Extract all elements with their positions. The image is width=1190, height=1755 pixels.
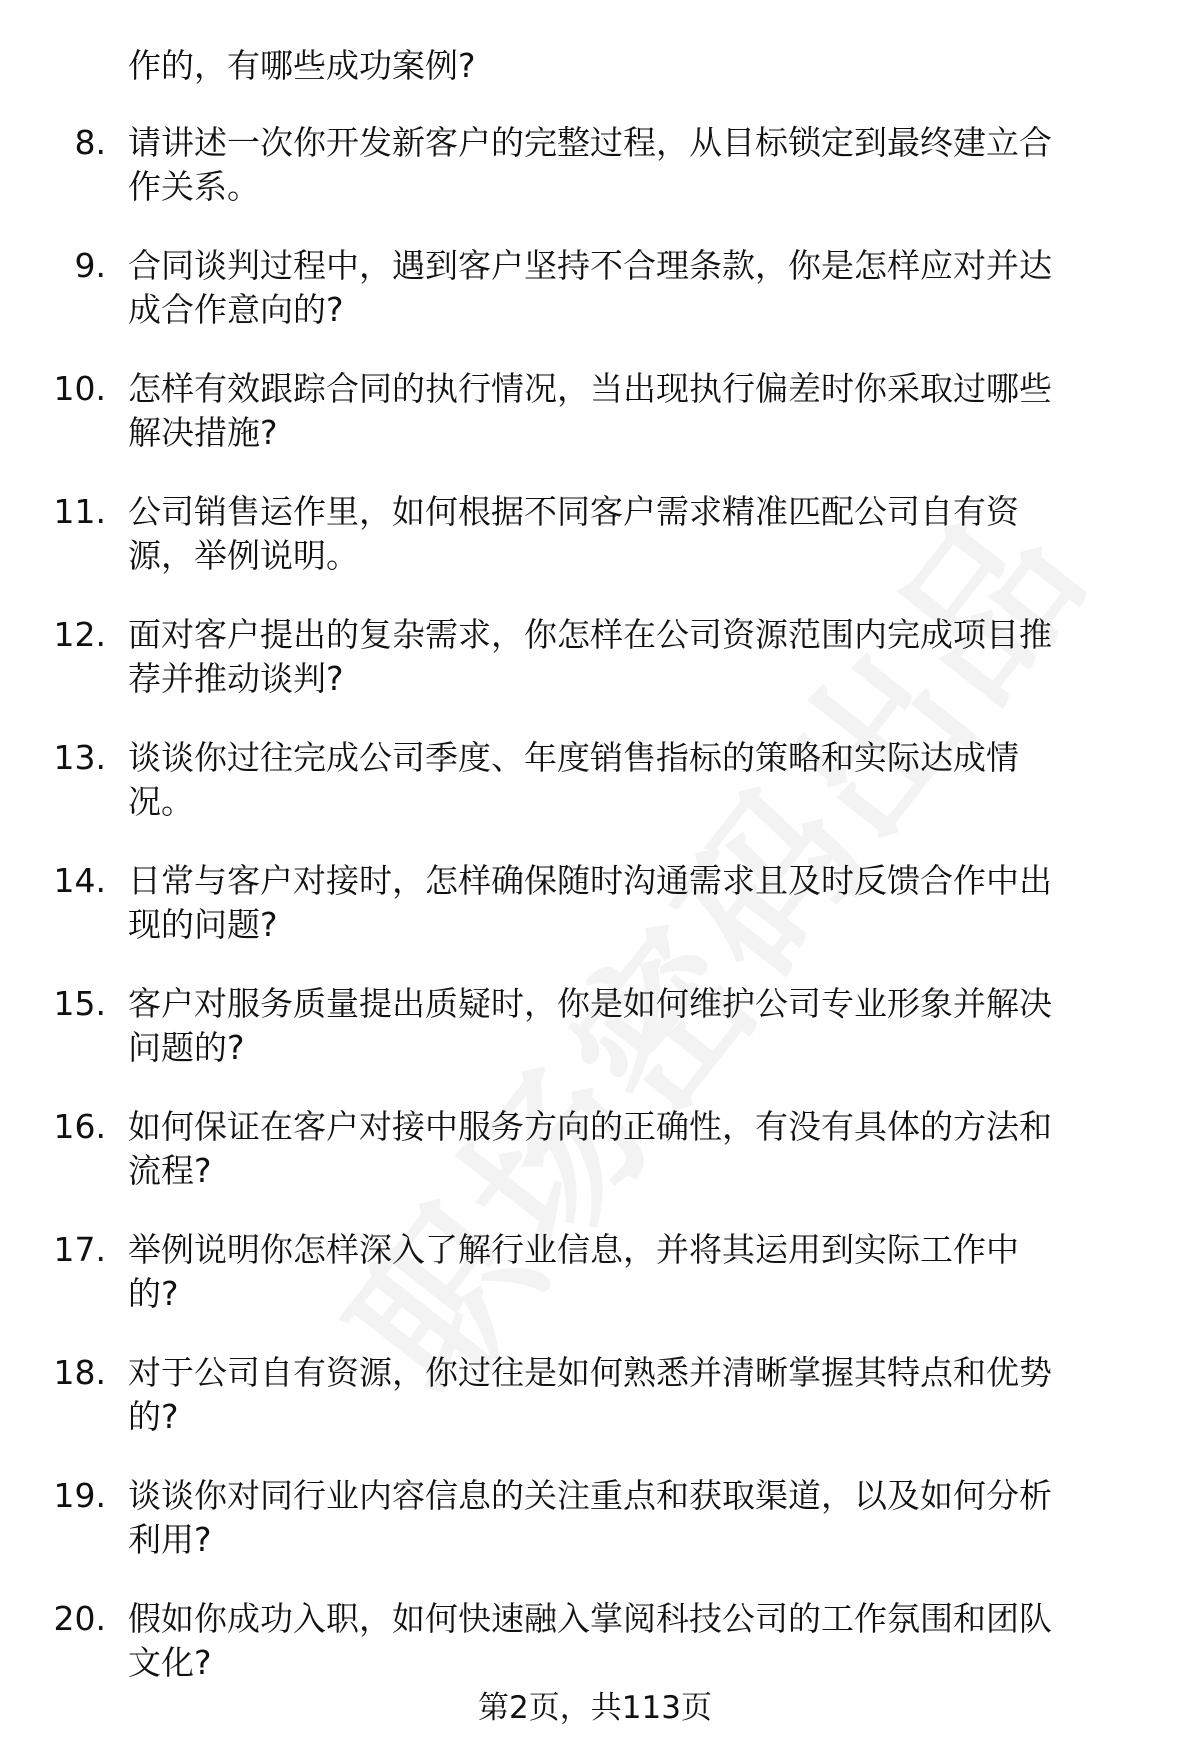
question-number: 17. (53, 1230, 106, 1269)
question-text (128, 1228, 1148, 1316)
question-text-line: 利用? (128, 1520, 212, 1559)
question-number: 15. (53, 984, 106, 1023)
question-text-line: 解决措施? (128, 413, 278, 452)
question-text (128, 490, 1148, 578)
question-text (128, 1351, 1148, 1439)
question-number: 13. (53, 738, 106, 777)
question-text-line: 问题的? (128, 1028, 245, 1067)
question-text (128, 121, 1148, 209)
question-text-line: 面对客户提出的复杂需求，你怎样在公司资源范围内完成项目推 (128, 615, 1052, 654)
question-text-line: 日常与客户对接时，怎样确保随时沟通需求且及时反馈合作中出 (128, 861, 1052, 900)
question-item (0, 859, 1190, 982)
question-text (128, 613, 1148, 701)
question-text-line: 合同谈判过程中，遇到客户坚持不合理条款，你是怎样应对并达 (128, 246, 1052, 285)
question-item (0, 1351, 1190, 1474)
question-number: 18. (53, 1353, 106, 1392)
question-text (128, 244, 1148, 332)
question-text (128, 736, 1148, 824)
question-number: 16. (53, 1107, 106, 1146)
question-text-line: 况。 (128, 782, 194, 821)
question-text (128, 859, 1148, 947)
question-text-line: 源，举例说明。 (128, 536, 359, 575)
question-text-line: 如何保证在客户对接中服务方向的正确性，有没有具体的方法和 (128, 1107, 1052, 1146)
question-text-line: 现的问题? (128, 905, 278, 944)
question-text-line: 假如你成功入职，如何快速融入掌阅科技公司的工作氛围和团队 (128, 1599, 1052, 1638)
question-number: 14. (53, 861, 106, 900)
continued-question-text: 作的，有哪些成功案例? (128, 46, 476, 85)
question-text (128, 367, 1148, 455)
question-item (0, 982, 1190, 1105)
question-item (0, 613, 1190, 736)
question-item (0, 490, 1190, 613)
question-text (128, 1474, 1148, 1562)
question-text-line: 流程? (128, 1151, 212, 1190)
question-text-line: 谈谈你过往完成公司季度、年度销售指标的策略和实际达成情 (128, 738, 1019, 777)
question-text-line: 谈谈你对同行业内容信息的关注重点和获取渠道，以及如何分析 (128, 1476, 1052, 1515)
question-text-line: 文化? (128, 1643, 212, 1682)
question-number: 11. (53, 492, 106, 531)
question-text-line: 的? (128, 1274, 179, 1313)
question-item (0, 1228, 1190, 1351)
question-list (0, 121, 1190, 1720)
question-text-line: 怎样有效跟踪合同的执行情况，当出现执行偏差时你采取过哪些 (128, 369, 1052, 408)
question-text-line: 的? (128, 1397, 179, 1436)
question-number: 10. (53, 369, 106, 408)
question-number: 12. (53, 615, 106, 654)
question-text (128, 982, 1148, 1070)
question-item (0, 244, 1190, 367)
question-number: 8. (74, 123, 106, 162)
question-item (0, 1474, 1190, 1597)
question-text-line: 成合作意向的? (128, 290, 344, 329)
question-item (0, 367, 1190, 490)
question-text (128, 1105, 1148, 1193)
question-number: 20. (53, 1599, 106, 1638)
question-item (0, 121, 1190, 244)
question-item (0, 1105, 1190, 1228)
question-text-line: 请讲述一次你开发新客户的完整过程，从目标锁定到最终建立合 (128, 123, 1052, 162)
question-text-line: 公司销售运作里，如何根据不同客户需求精准匹配公司自有资 (128, 492, 1019, 531)
question-text-line: 荐并推动谈判? (128, 659, 344, 698)
question-text-line: 作关系。 (128, 167, 260, 206)
question-number: 19. (53, 1476, 106, 1515)
question-text-line: 对于公司自有资源，你过往是如何熟悉并清晰掌握其特点和优势 (128, 1353, 1052, 1392)
question-text-line: 客户对服务质量提出质疑时，你是如何维护公司专业形象并解决 (128, 984, 1052, 1023)
question-text (128, 1597, 1148, 1685)
question-item (0, 736, 1190, 859)
page-footer: 第2页，共113页 (478, 1690, 712, 1726)
question-text-line: 举例说明你怎样深入了解行业信息，并将其运用到实际工作中 (128, 1230, 1019, 1269)
question-number: 9. (74, 246, 106, 285)
